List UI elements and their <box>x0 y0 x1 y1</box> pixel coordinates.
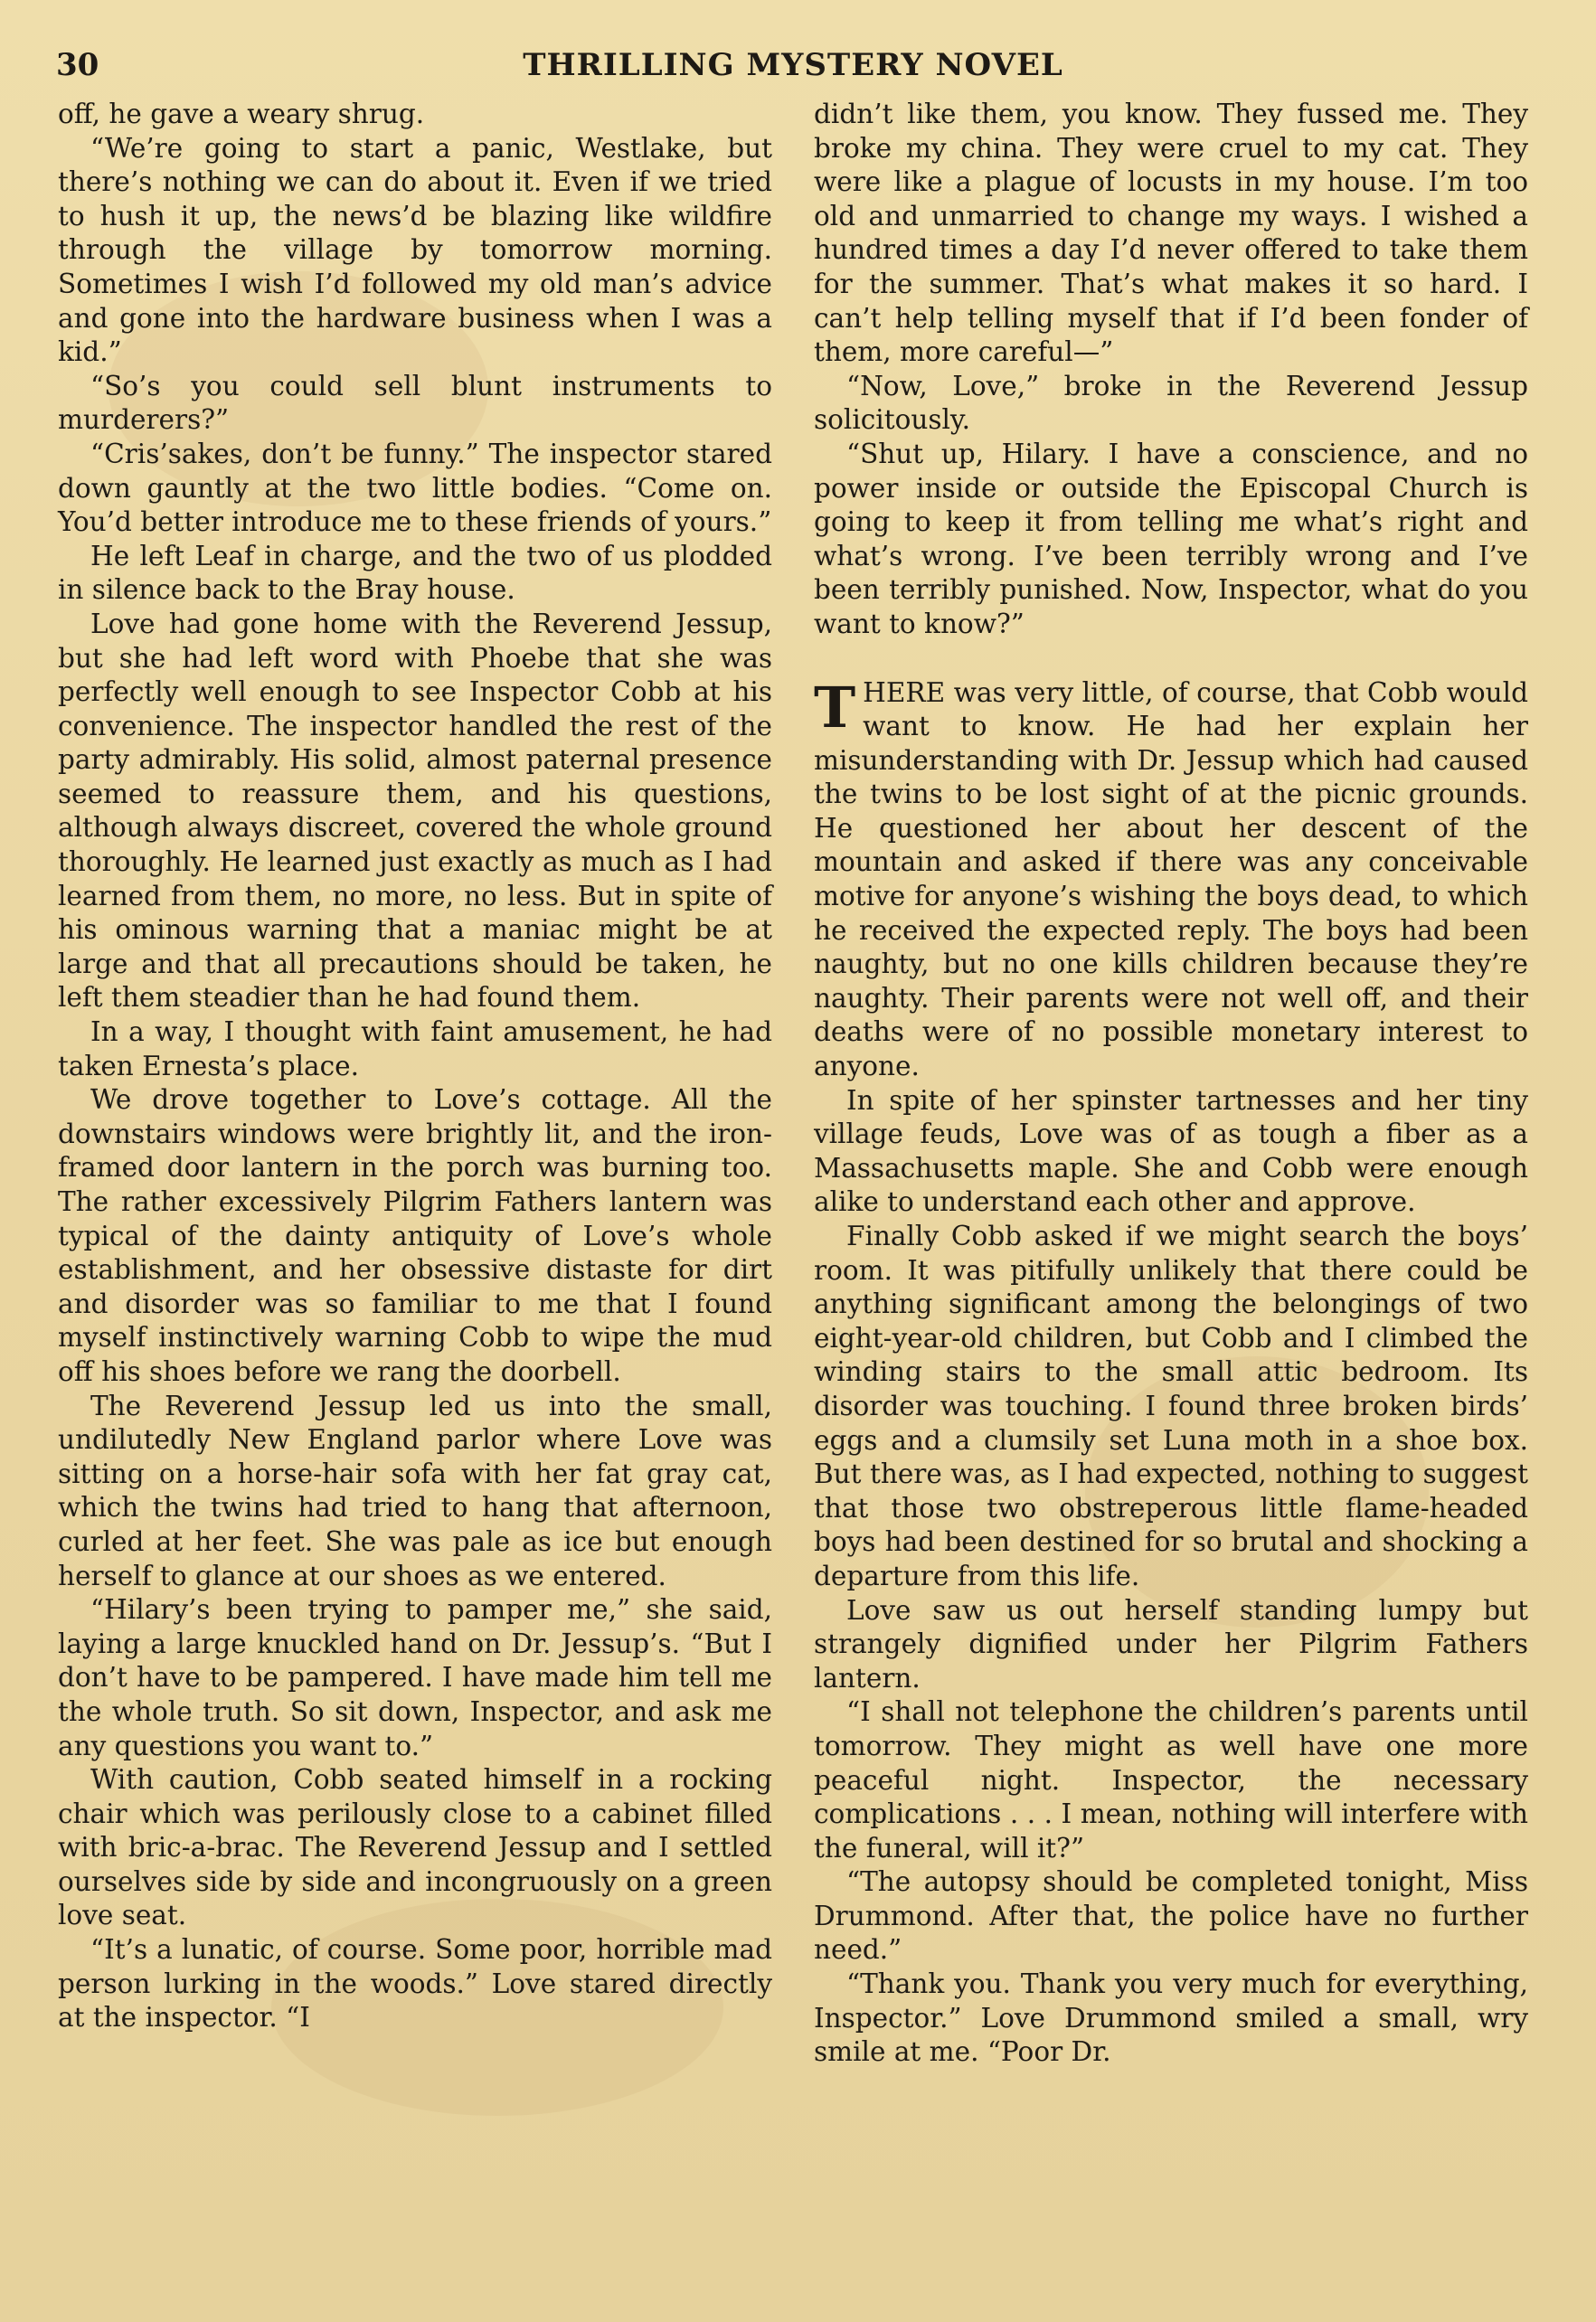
paragraph: In a way, I thought with faint amusement, he had taken Ernesta’s place. <box>58 1016 772 1081</box>
paragraph: Love saw us out herself standing lumpy but strangely dignified under her Pilgrim Fathers lantern. <box>814 1594 1528 1694</box>
paragraph: With caution, Cobb seated himself in a rocking chair which was perilously close to a cabinet filled with bric-a-brac. The Reverend Jessup and I settled ourselves side by side and incongruously on a green love seat. <box>58 1764 772 1931</box>
right-column <box>814 98 1528 2070</box>
paragraph: “Cris’sakes, don’t be funny.” The inspector stared down gauntly at the two little bodies. “Come on. You’d better introduce me to these friends of yours.” <box>58 438 772 538</box>
page-header <box>56 40 1530 94</box>
paragraph: He left Leaf in charge, and the two of us plodded in silence back to the Bray house. <box>58 540 772 606</box>
paragraph: didn’t like them, you know. They fussed me. They broke my china. They were cruel to my cat. They were like a plague of locusts in my house. I’m too old and unmarried to change my ways. I wished a hundred times a day I’d never offered to take them for the summer. That’s what makes it so hard. I can’t help telling myself that if I’d been fonder of them, more careful—” <box>814 99 1528 368</box>
paragraph: “The autopsy should be completed tonight, Miss Drummond. After that, the police have no further need.” <box>814 1866 1528 1966</box>
paragraph-text: HERE was very little, of course, that Cobb would want to know. He had her explain her misunderstanding with Dr. Jessup which had caused the twins to be lost sight of at the picnic grounds. He questioned her about her descent of the mountain and asked if there was any conceivable motive for anyone’s wishing the boys dead, to which he received the expected reply. The boys had been naughty, but no one kills children because they’re naughty. Their parents were not well off, and their deaths were of no possible monetary interest to anyone. <box>814 676 1528 1082</box>
paragraph: “Now, Love,” broke in the Reverend Jessup solicitously. <box>814 370 1528 436</box>
paragraph: off, he gave a weary shrug. <box>58 99 425 129</box>
paragraph: The Reverend Jessup led us into the small, undilutedly New England parlor where Love was sitting on a horse-hair sofa with her fat gray cat, which the twins had tried to hang that afternoon, curled at her feet. She was pale as ice but enough herself to glance at our shoes as we entered. <box>58 1390 772 1591</box>
paragraph: “So’s you could sell blunt instruments to murderers?” <box>58 370 772 436</box>
paragraph: “Shut up, Hilary. I have a conscience, and no power inside or outside the Episcopal Church is going to keep it from telling me what’s right and what’s wrong. I’ve been terribly wrong and I’ve been terribly punished. Now, Inspector, what do you want to know?” <box>814 438 1528 639</box>
paragraph: Finally Cobb asked if we might search the boys’ room. It was pitifully unlikely that there could be anything significant among the belongings of two eight-year-old children, but Cobb and I climbed the winding stairs to the small attic bedroom. Its disorder was touching. I found three broken birds’ eggs and a clumsily set Luna moth in a shoe box. But there was, as I had expected, nothing to suggest that those two obstreperous little flame-headed boys had been destined for so brutal and shocking a departure from this life. <box>814 1221 1528 1591</box>
left-column <box>58 98 772 2035</box>
paragraph: “We’re going to start a panic, Westlake, but there’s nothing we can do about it. Even if we tried to hush it up, the news’d be blazing like wildfire through the village by tomorrow morning. Sometimes I wish I’d followed my old man’s advice and gone into the hardware business when I was a kid.” <box>58 132 772 368</box>
paragraph: “Hilary’s been trying to pamper me,” she said, laying a large knuckled hand on Dr. Jessup’s. “But I don’t have to be pampered. I have made him tell me the whole truth. So sit down, Inspector, and ask me any questions you want to.” <box>58 1594 772 1761</box>
paragraph: We drove together to Love’s cottage. All the downstairs windows were brightly lit, and the iron-framed door lantern in the porch was burning too. The rather excessively Pilgrim Fathers lantern was typical of the dainty antiquity of Love’s whole establishment, and her obsessive distaste for dirt and disorder was so familiar to me that I found myself instinctively warning Cobb to wipe the mud off his shoes before we rang the doorbell. <box>58 1084 772 1387</box>
running-title: THRILLING MYSTERY NOVEL <box>523 47 1063 83</box>
paragraph: “Thank you. Thank you very much for everything, Inspector.” Love Drummond smiled a small, wry smile at me. “Poor Dr. <box>814 1968 1528 2068</box>
paragraph: “It’s a lunatic, of course. Some poor, horrible mad person lurking in the woods.” Love stared directly at the inspector. “I <box>58 1934 772 2034</box>
drop-cap: T <box>814 674 856 741</box>
paragraph: “I shall not telephone the children’s parents until tomorrow. They might as well have one more peaceful night. Inspector, the necessary complications . . . I mean, nothing will interfere with the funeral, will it?” <box>814 1696 1528 1864</box>
paragraph: Love had gone home with the Reverend Jessup, but she had left word with Phoebe that she was perfectly well enough to see Inspector Cobb at his convenience. The inspector handled the rest of the party admirably. His solid, almost paternal presence seemed to reassure them, and his questions, although always discreet, covered the whole ground thoroughly. He learned just exactly as much as I had learned from them, no more, no less. But in spite of his ominous warning that a maniac might be at large and that all precautions should be taken, he left them steadier than he had found them. <box>58 608 772 1014</box>
page-number: 30 <box>56 47 99 83</box>
section-start-paragraph <box>814 676 1528 1084</box>
paragraph: In spite of her spinster tartnesses and her tiny village feuds, Love was of as tough a fiber as a Massachusetts maple. She and Cobb were enough alike to understand each other and approve. <box>814 1084 1528 1218</box>
